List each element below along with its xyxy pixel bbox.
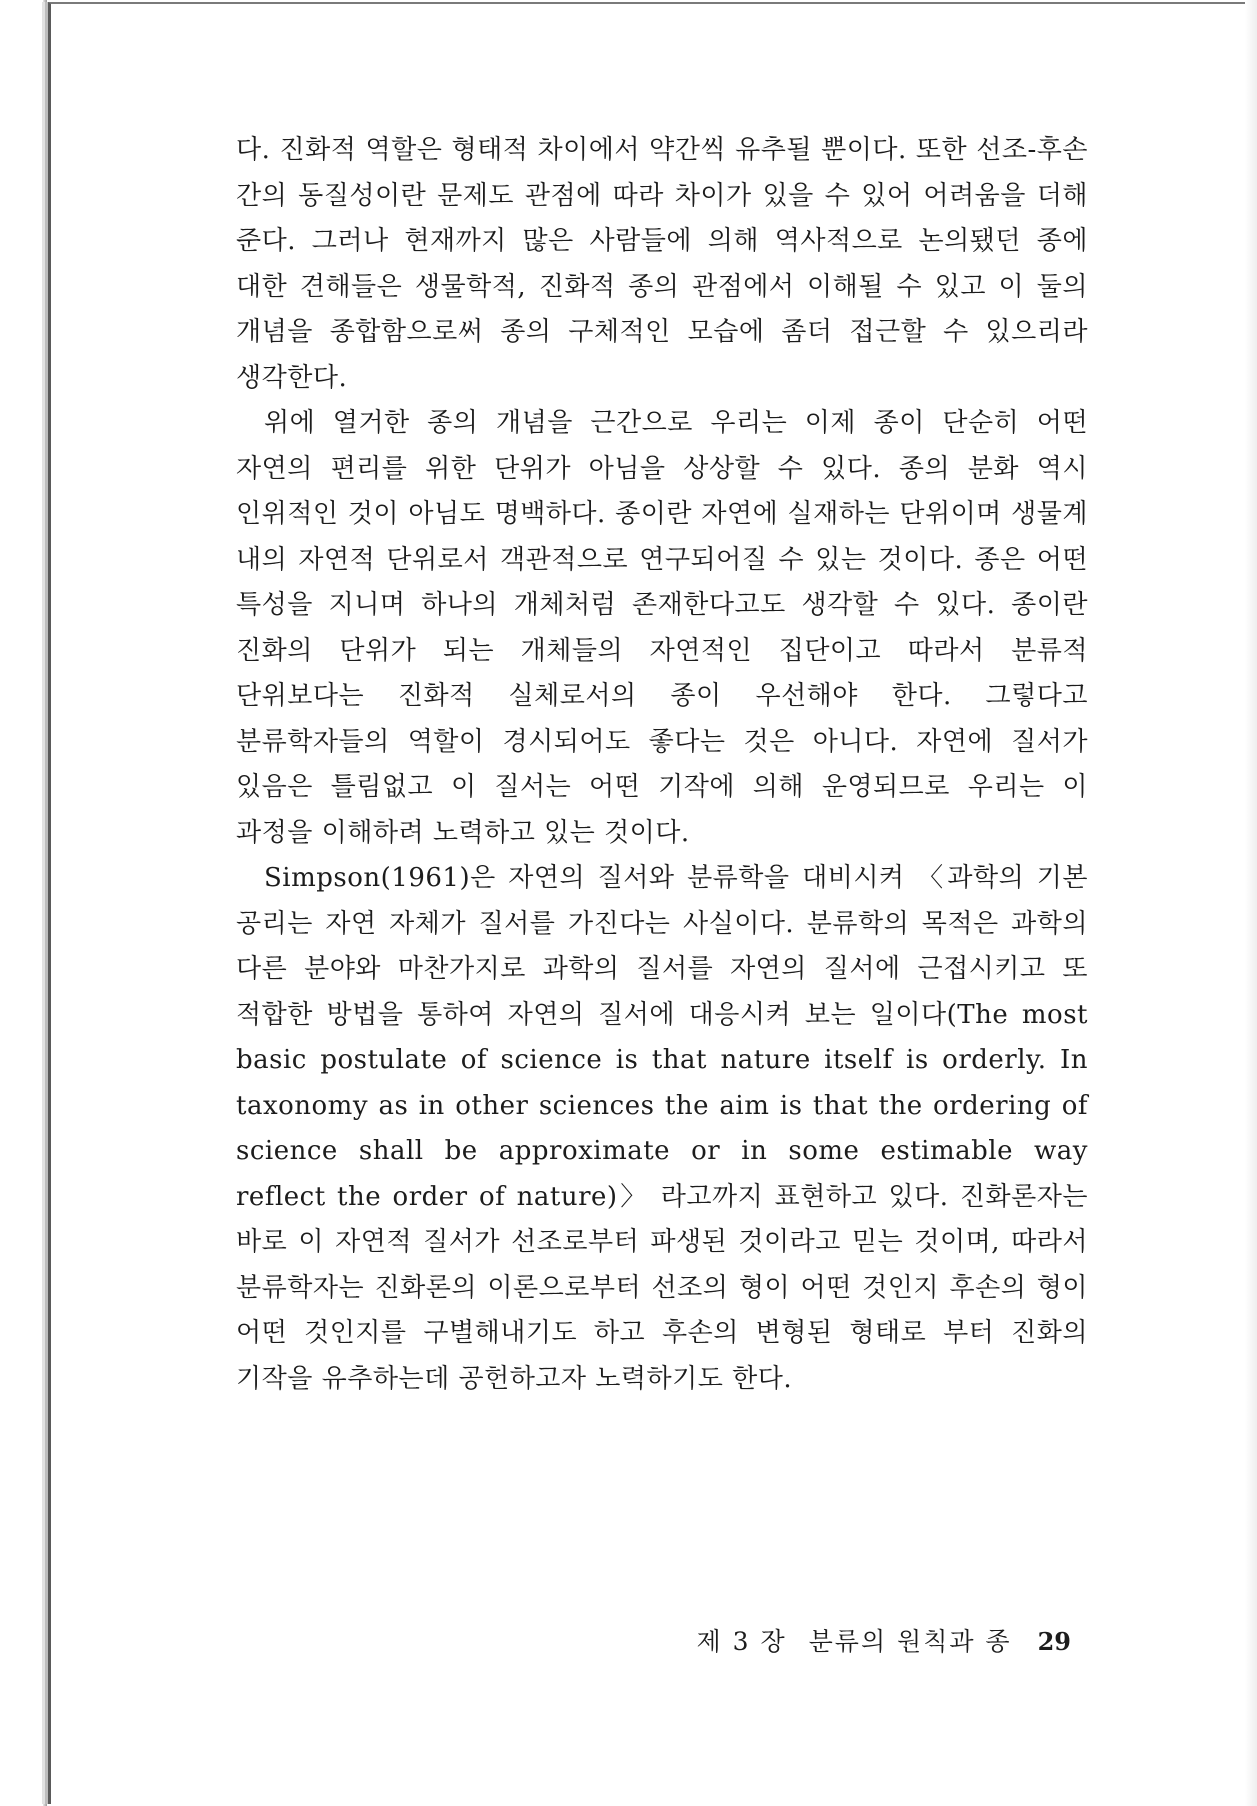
paragraph-continued: 다. 진화적 역할은 형태적 차이에서 약간씩 유추될 뿐이다. 또한 선조-후손 간의 동질성이란 문제도 관점에 따라 차이가 있을 수 있어 어려움을 더해 준다. 그러나 현재까지 많은 사람들에 의해 역사적으로 논의됐던 종에 대한 견해들은 생물학적, 진화적 종의 관점에서 이해될 수 있고 이 둘의 개념을 종합함으로써 종의 구체적인 모습에 좀더 접근할 수 있으리라 생각한다. [236, 135, 1088, 393]
book-spine-shadow [43, 0, 47, 1806]
paragraph-simpson-quote: Simpson(1961)은 자연의 질서와 분류학을 대비시켜 〈과학의 기본 공리는 자연 자체가 질서를 가진다는 사실이다. 분류학의 목적은 과학의 다른 분야와 마찬가지로 과학의 질서를 자연의 질서에 근접시키고 또 적합한 방법을 통하여 자연의 질서에 대응시켜 보는 일이다(The most basic postulate of science is that nature itself is orderly. In taxonomy as in other sciences the aim is that the ordering of science shall be approximate or in some estimable way reflect the order of nature)〉 라고까지 표현하고 있다. 진화론자는 바로 이 자연적 질서가 선조로부터 파생된 것이라고 믿는 것이며, 따라서 분류학자는 진화론의 이론으로부터 선조의 형이 어떤 것인지 후손의 형이 어떤 것인지를 구별해내기도 하고 후손의 변형된 형태로 부터 진화의 기작을 유추하는데 공헌하고자 노력하기도 한다. [236, 863, 1088, 1394]
page-body-text [236, 128, 1088, 1402]
page-footer [697, 1622, 1071, 1658]
page-right-edge [1245, 0, 1257, 1806]
page-number: 29 [1037, 1627, 1071, 1656]
footer-chapter: 제 3 장 [696, 1627, 787, 1656]
footer-chapter-title: 분류의 원칙과 종 [808, 1627, 1012, 1656]
paragraph-species-concept: 위에 열거한 종의 개념을 근간으로 우리는 이제 종이 단순히 어떤 자연의 편리를 위한 단위가 아님을 상상할 수 있다. 종의 분화 역시 인위적인 것이 아님도 명백하다. 종이란 자연에 실재하는 단위이며 생물계 내의 자연적 단위로서 객관적으로 연구되어질 수 있는 것이다. 종은 어떤 특성을 지니며 하나의 개체처럼 존재한다고도 생각할 수 있다. 종이란 진화의 단위가 되는 개체들의 자연적인 집단이고 따라서 분류적 단위보다는 진화적 실체로서의 종이 우선해야 한다. 그렇다고 분류학자들의 역할이 경시되어도 좋다는 것은 아니다. 자연에 질서가 있음은 틀림없고 이 질서는 어떤 기작에 의해 운영되므로 우리는 이 과정을 이해하려 노력하고 있는 것이다. [236, 408, 1088, 848]
